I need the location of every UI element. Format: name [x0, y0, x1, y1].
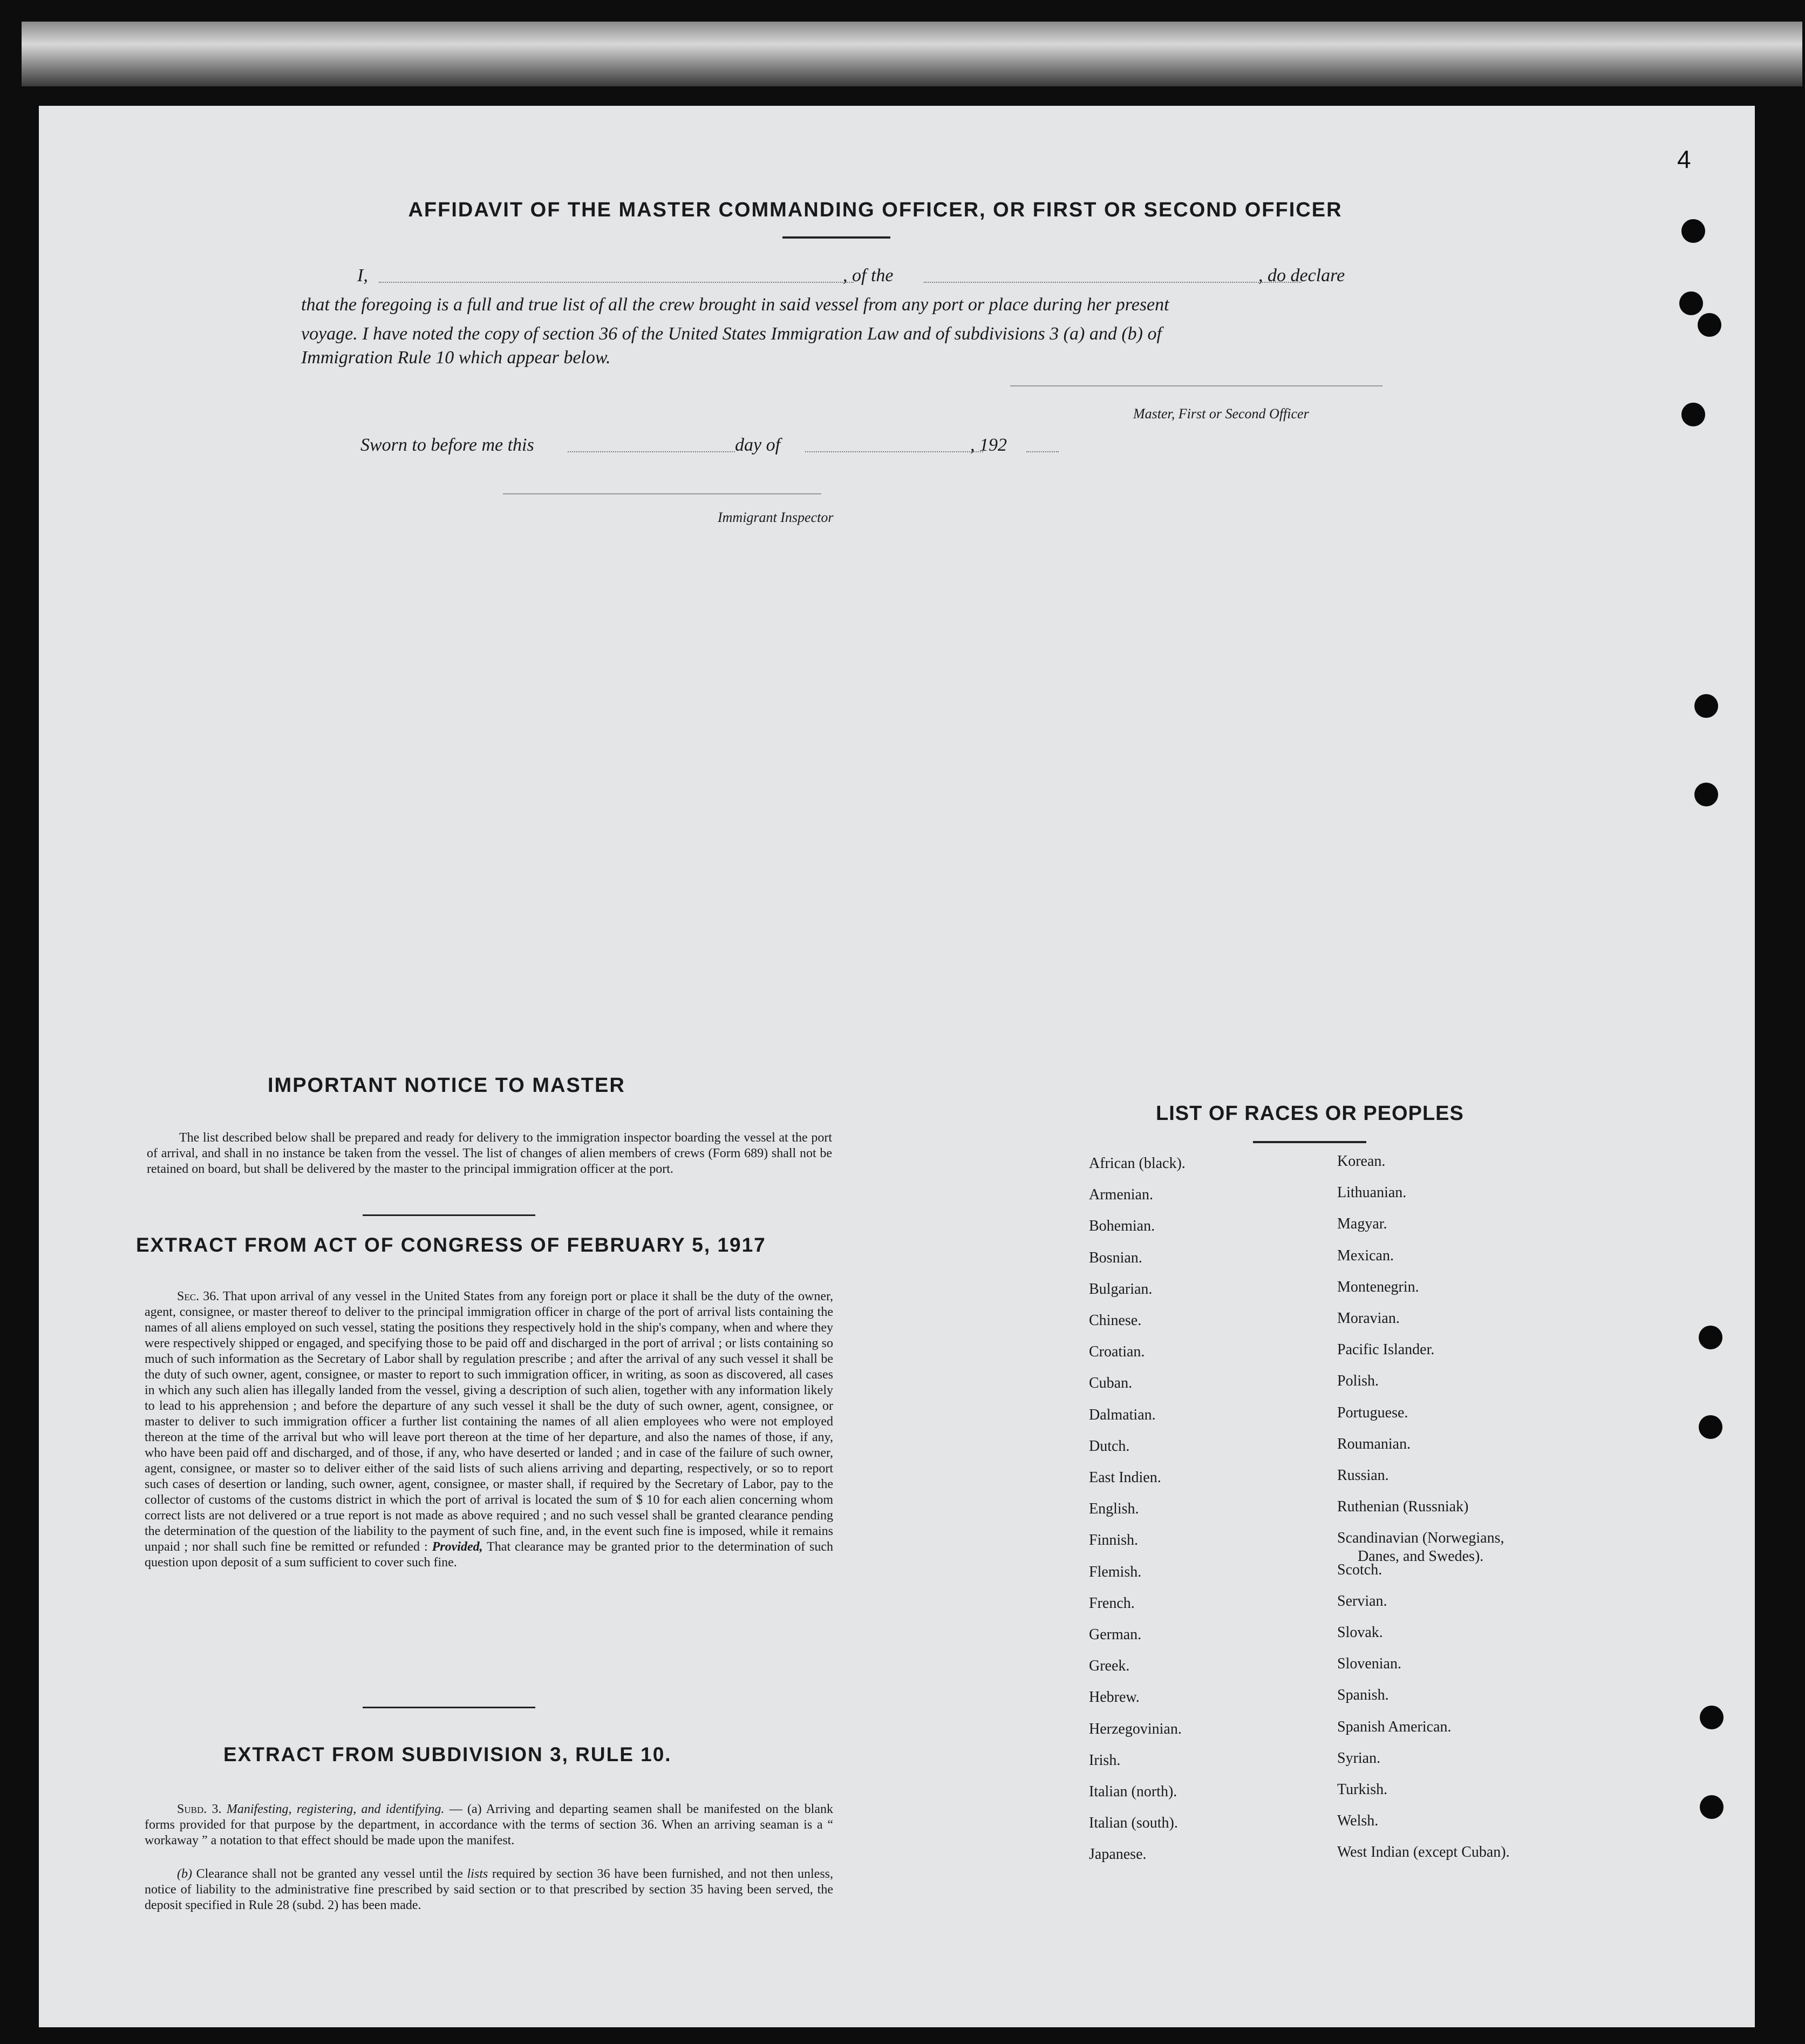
- race-item: Japanese.: [1089, 1846, 1147, 1863]
- race-item: East Indien.: [1089, 1469, 1161, 1486]
- race-item: Roumanian.: [1337, 1435, 1411, 1452]
- rule-b-lists: lists: [467, 1867, 488, 1881]
- binder-hole: [1694, 694, 1718, 718]
- act-text: [145, 1289, 833, 1571]
- binder-hole: [1698, 313, 1721, 337]
- race-item: Scandinavian (Norwegians,: [1337, 1530, 1504, 1547]
- rule-b-label: (b): [177, 1867, 192, 1881]
- document-page: [39, 106, 1755, 2027]
- race-item: Greek.: [1089, 1658, 1130, 1675]
- year-text: , 192: [970, 435, 1007, 455]
- race-item: Moravian.: [1337, 1310, 1400, 1327]
- race-item: West Indian (except Cuban).: [1337, 1844, 1510, 1861]
- race-item: Armenian.: [1089, 1186, 1153, 1204]
- race-item: Russian.: [1337, 1467, 1389, 1484]
- race-item: Portuguese.: [1337, 1404, 1408, 1421]
- title-underline: [782, 236, 890, 239]
- race-item: Magyar.: [1337, 1215, 1387, 1233]
- film-edge-strip: [22, 22, 1802, 86]
- race-item: Mexican.: [1337, 1247, 1394, 1264]
- race-item: Korean.: [1337, 1153, 1386, 1170]
- rule-a-text: [145, 1802, 833, 1849]
- affidavit-line-2: that the foregoing is a full and true list of all the crew brought in said vessel from any port or place during her present: [301, 295, 1169, 315]
- act-divider: [363, 1707, 535, 1708]
- inspector-signature-line[interactable]: [503, 493, 821, 494]
- affidavit-i: I,: [357, 266, 368, 286]
- race-item: Hebrew.: [1089, 1689, 1140, 1706]
- race-item: Pacific Islander.: [1337, 1341, 1435, 1359]
- inspector-label: Immigrant Inspector: [718, 510, 834, 525]
- race-item: Spanish.: [1337, 1687, 1389, 1704]
- race-item: French.: [1089, 1594, 1135, 1612]
- race-item: African (black).: [1089, 1155, 1186, 1172]
- race-item: English.: [1089, 1500, 1139, 1518]
- sworn-text: Sworn to before me this: [360, 435, 534, 455]
- notice-divider: [363, 1214, 535, 1216]
- binder-hole: [1699, 1326, 1722, 1349]
- act-provided: Provided,: [432, 1540, 483, 1554]
- race-item: Servian.: [1337, 1592, 1387, 1610]
- races-underline: [1253, 1141, 1366, 1143]
- act-title: EXTRACT FROM ACT OF CONGRESS OF FEBRUARY 5, 1917: [136, 1234, 766, 1256]
- notice-text: The list described below shall be prepared and ready for delivery to the immigration inspector boarding the vessel at the port of arrival, and shall in no instance be taken from the vessel. The list of changes of alien members of crews (Form 689) shall not be retained on board, but shall be delivered by the master to the principal immigration officer at the port.: [147, 1131, 832, 1176]
- affidavit-of-the: , of the: [843, 266, 894, 286]
- race-item: Danes, and Swedes).: [1358, 1548, 1484, 1565]
- affidavit-title: AFFIDAVIT OF THE MASTER COMMANDING OFFICER, OR FIRST OR SECOND OFFICER: [408, 199, 1343, 221]
- corner-page-mark: 4: [1677, 145, 1691, 173]
- race-item: Italian (south).: [1089, 1815, 1178, 1832]
- name-blank-line[interactable]: [379, 282, 854, 283]
- races-title: LIST OF RACES OR PEOPLES: [1156, 1102, 1464, 1125]
- race-item: Bosnian.: [1089, 1249, 1142, 1266]
- race-item: Montenegrin.: [1337, 1278, 1419, 1295]
- race-item: Bohemian.: [1089, 1218, 1155, 1235]
- rule-subd: Subd. 3.: [177, 1802, 222, 1816]
- race-item: Syrian.: [1337, 1749, 1381, 1767]
- race-item: Welsh.: [1337, 1812, 1379, 1830]
- master-signature-line[interactable]: [1010, 385, 1382, 386]
- race-item: Slovak.: [1337, 1624, 1383, 1641]
- month-blank-line[interactable]: [805, 451, 983, 452]
- race-item: Cuban.: [1089, 1375, 1133, 1392]
- race-item: Croatian.: [1089, 1343, 1145, 1361]
- race-item: Scotch.: [1337, 1561, 1382, 1578]
- race-item: Spanish American.: [1337, 1718, 1452, 1735]
- act-section: Sec. 36.: [177, 1289, 220, 1303]
- rule-b-body-2: required by section 36 have been furnished, and not then unless, notice of liability to the administrative fine prescribed by said section or to that prescribed by section 35 having been served, the deposit specified in Rule 28 (subd. 2) has been made.: [145, 1867, 834, 1912]
- binder-hole: [1681, 403, 1705, 426]
- affidavit-declare: , do declare: [1258, 266, 1345, 286]
- race-item: Polish.: [1337, 1373, 1379, 1390]
- race-item: German.: [1089, 1626, 1142, 1643]
- year-blank-line[interactable]: [1026, 451, 1059, 452]
- race-item: Ruthenian (Russniak): [1337, 1498, 1469, 1516]
- race-item: Slovenian.: [1337, 1655, 1401, 1673]
- notice-title: IMPORTANT NOTICE TO MASTER: [268, 1074, 625, 1097]
- day-of-text: day of: [735, 435, 781, 455]
- master-signature-label: Master, First or Second Officer: [1133, 406, 1309, 422]
- binder-hole: [1681, 219, 1705, 243]
- affidavit-line-4: Immigration Rule 10 which appear below.: [301, 348, 611, 368]
- rule-b-text: [145, 1866, 833, 1913]
- binder-hole: [1700, 1706, 1724, 1729]
- race-item: Finnish.: [1089, 1532, 1139, 1549]
- race-item: Bulgarian.: [1089, 1280, 1153, 1298]
- race-item: Irish.: [1089, 1751, 1121, 1769]
- race-item: Herzegovinian.: [1089, 1720, 1182, 1737]
- race-item: Italian (north).: [1089, 1783, 1177, 1800]
- act-body-end: That clearance may be granted prior to the determination of such question upon deposit of a sum sufficient to cover such fine.: [145, 1540, 834, 1570]
- race-item: Chinese.: [1089, 1312, 1142, 1329]
- day-blank-line[interactable]: [568, 451, 735, 452]
- race-item: Dalmatian.: [1089, 1406, 1156, 1423]
- race-item: Lithuanian.: [1337, 1184, 1407, 1201]
- rule-title: EXTRACT FROM SUBDIVISION 3, RULE 10.: [223, 1743, 672, 1765]
- race-item: Turkish.: [1337, 1781, 1388, 1798]
- binder-hole: [1694, 783, 1718, 806]
- race-item: Flemish.: [1089, 1563, 1142, 1580]
- act-body: That upon arrival of any vessel in the United States from any foreign port or place it shall be the duty of the owner, agent, consignee, or master thereof to deliver to the principal immigration officer in charge of the port of arrival lists containing the names of all aliens employed on such vessel, stating the positions they respectively hold in the ship's company, when and where they were respectively shipped or engaged, and specifying those to be paid off and discharged in the port of arrival ; or lists containing so much of such information as the Secretary of Labor shall by regulation prescribe ; and after the arrival of any such vessel it shall be the duty of such owner, agent, consignee, or master to report to such immigration officer, in writing, as soon as discovered, all cases in which any such alien has illegally landed from the vessel, giving a description of such alien, together with any information likely to lead to his apprehension ; and before the departure of any such vessel it shall be the duty of such owner, agent, consignee, or master to deliver to such immigration officer a further list containing the names of all alien employees who were not employed thereon at the time of the arrival but who will leave port thereon at the time of her departure, and also the names of those, if any, who have been paid off and discharged, and of those, if any, who have deserted or landed ; and in case of the failure of such owner, agent, consignee, or master so to deliver either of the said lists of such aliens arriving and departing, respectively, or so to report such cases of desertion or landing, such owner, agent, consignee, or master shall, if required by the Secretary of Labor, pay to the collector of customs of the customs district in which the port of arrival is located the sum of $ 10 for each alien concerning whom correct lists are not delivered or a true report is not made as above required ; and no such vessel shall be granted clearance pending the determination of the question of the liability to the payment of such fine, and, in the event such fine is imposed, while it remains unpaid ; nor shall such fine be remitted or refunded :: [145, 1289, 833, 1554]
- binder-hole: [1700, 1795, 1724, 1819]
- vessel-blank-line[interactable]: [924, 282, 1302, 283]
- rule-heading: Manifesting, registering, and identifying.: [226, 1802, 445, 1816]
- binder-hole: [1699, 1415, 1722, 1439]
- rule-b-body-1: Clearance shall not be granted any vessel until the: [196, 1867, 463, 1881]
- rule-a-body: — (a) Arriving and departing seamen shall be manifested on the blank forms provided for that purpose by the department, in accordance with the terms of section 36. When an arriving seaman is a “ workaway ” a notation to that effect should be made upon the manifest.: [145, 1802, 834, 1848]
- race-item: Dutch.: [1089, 1437, 1130, 1455]
- binder-hole: [1679, 291, 1703, 315]
- affidavit-line-3: voyage. I have noted the copy of section 36 of the United States Immigration Law and of subdivisions 3 (a) and (b) of: [301, 324, 1162, 344]
